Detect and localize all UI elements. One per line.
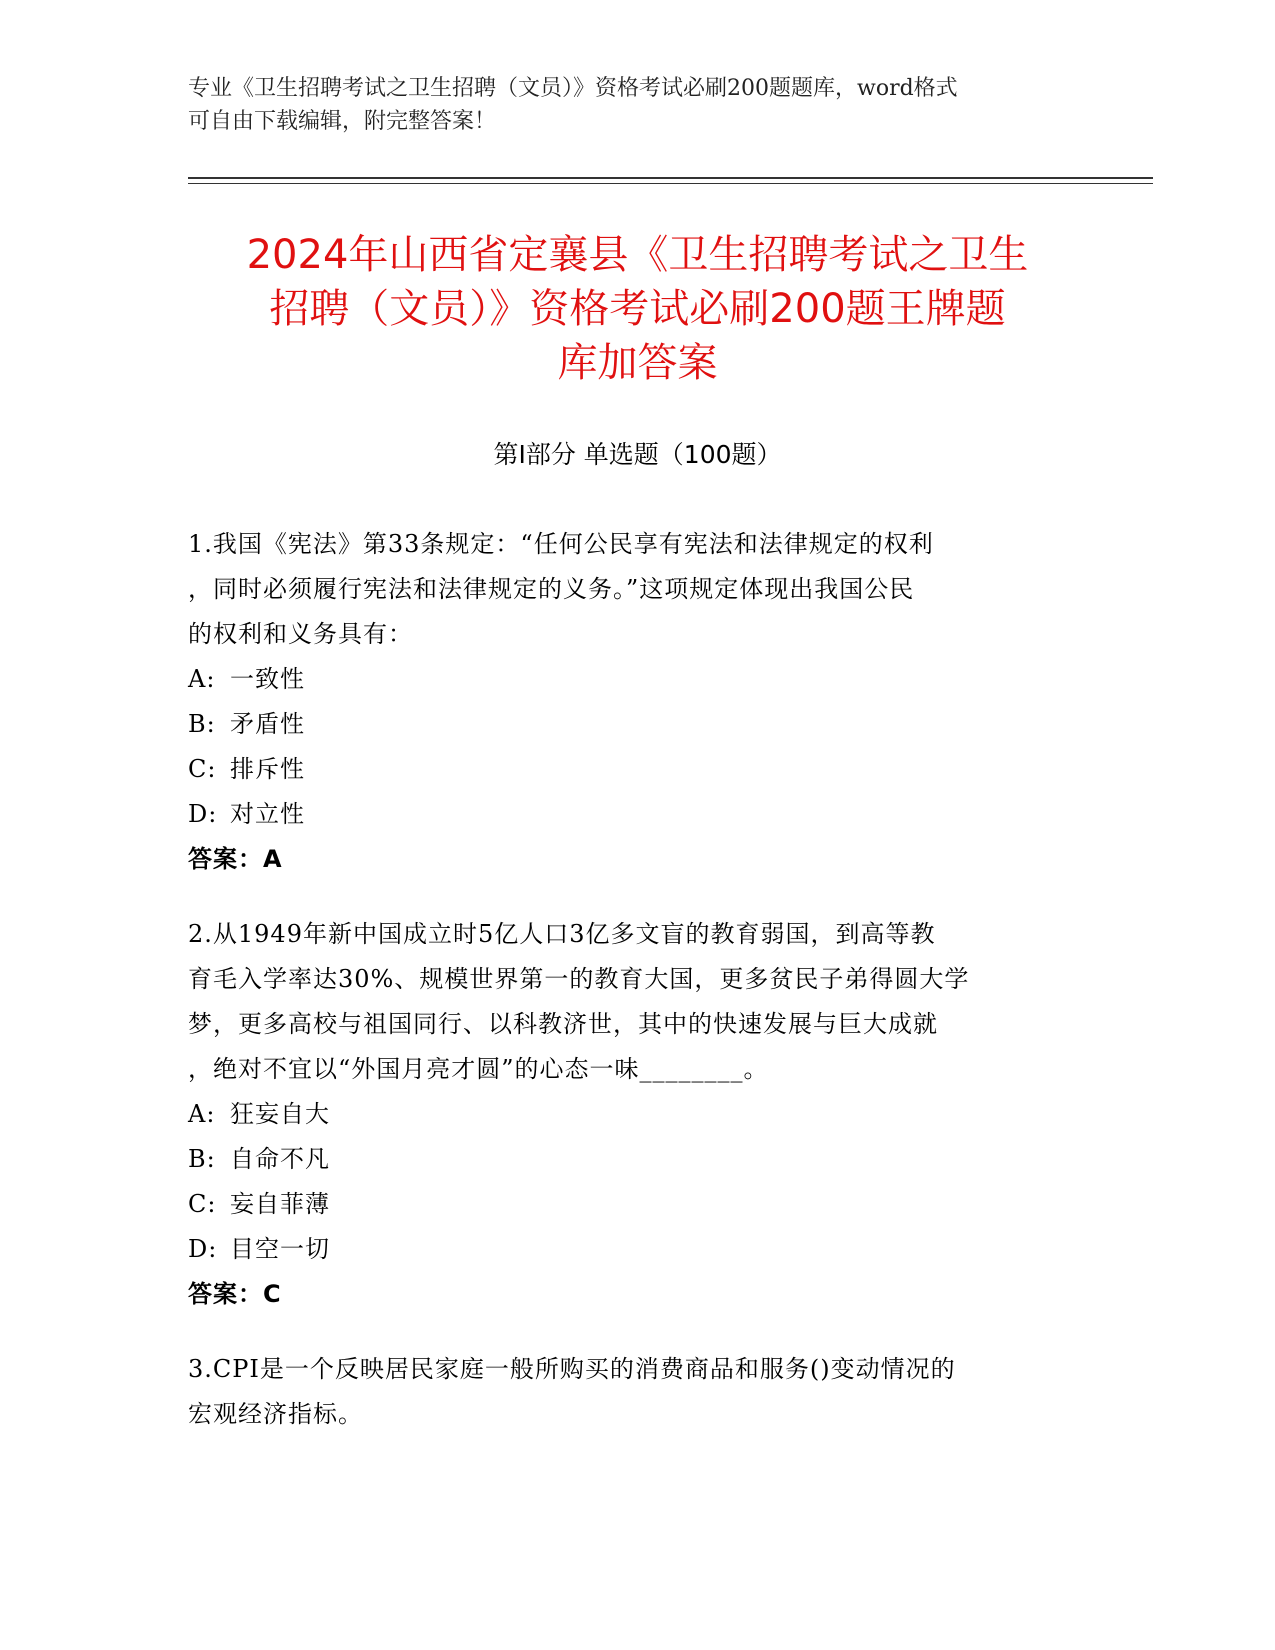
question-stem-line: 梦，更多高校与祖国同行、以科教济世，其中的快速发展与巨大成就 [188, 1010, 938, 1038]
option-b [188, 1137, 1083, 1182]
option-letter: D: [188, 800, 218, 828]
document-title-line-2: 招聘（文员）》资格考试必刷200题王牌题 [269, 286, 1006, 332]
answer-line: 答案：A [188, 845, 283, 873]
option-text: 排斥性 [230, 755, 305, 783]
document-title [170, 228, 1105, 390]
question-stem-line: 2.从1949年新中国成立时5亿人口3亿多文盲的教育弱国，到高等教 [188, 920, 936, 948]
section-title: 第Ⅰ部分 单选题（100题） [493, 440, 782, 469]
question-3 [188, 1347, 1083, 1437]
question-list [188, 522, 1083, 1467]
document-title-line-1: 2024年山西省定襄县《卫生招聘考试之卫生 [246, 232, 1029, 278]
header-divider-thin [188, 183, 1153, 184]
option-text: 矛盾性 [230, 710, 305, 738]
option-letter: A: [188, 665, 216, 693]
question-stem-line: ，同时必须履行宪法和法律规定的义务。”这项规定体现出我国公民 [188, 575, 915, 603]
option-a [188, 1092, 1083, 1137]
answer-line: 答案：C [188, 1280, 282, 1308]
document-title-line-3: 库加答案 [557, 340, 718, 386]
header-note-line-1: 专业《卫生招聘考试之卫生招聘（文员）》资格考试必刷200题题库，word格式 [188, 76, 958, 101]
option-letter: C: [188, 1190, 217, 1218]
option-letter: B: [188, 1145, 216, 1173]
option-letter: B: [188, 710, 216, 738]
option-c [188, 1182, 1083, 1227]
question-stem-line: 的权利和义务具有： [188, 620, 413, 648]
header-note-line-2: 可自由下载编辑，附完整答案！ [188, 109, 497, 134]
question-1 [188, 522, 1083, 882]
option-text: 一致性 [230, 665, 305, 693]
option-text: 自命不凡 [230, 1145, 330, 1173]
option-d [188, 1227, 1083, 1272]
question-stem-line: 1.我国《宪法》第33条规定：“任何公民享有宪法和法律规定的权利 [188, 530, 934, 558]
option-text: 目空一切 [230, 1235, 330, 1263]
option-letter: C: [188, 755, 217, 783]
question-stem-line: 3.CPI是一个反映居民家庭一般所购买的消费商品和服务()变动情况的 [188, 1355, 956, 1383]
option-letter: D: [188, 1235, 218, 1263]
header-divider-thick [188, 177, 1153, 179]
question-stem-line: ，绝对不宜以“外国月亮才圆”的心态一味________。 [188, 1055, 769, 1083]
option-a [188, 657, 1083, 702]
option-d [188, 792, 1083, 837]
question-2 [188, 912, 1083, 1317]
question-stem-line: 宏观经济指标。 [188, 1400, 363, 1428]
option-text: 对立性 [230, 800, 305, 828]
option-b [188, 702, 1083, 747]
option-letter: A: [188, 1100, 216, 1128]
header-note [188, 72, 1068, 138]
option-c [188, 747, 1083, 792]
option-text: 狂妄自大 [230, 1100, 330, 1128]
option-text: 妄自菲薄 [230, 1190, 330, 1218]
question-stem-line: 育毛入学率达30%、规模世界第一的教育大国，更多贫民子弟得圆大学 [188, 965, 970, 993]
